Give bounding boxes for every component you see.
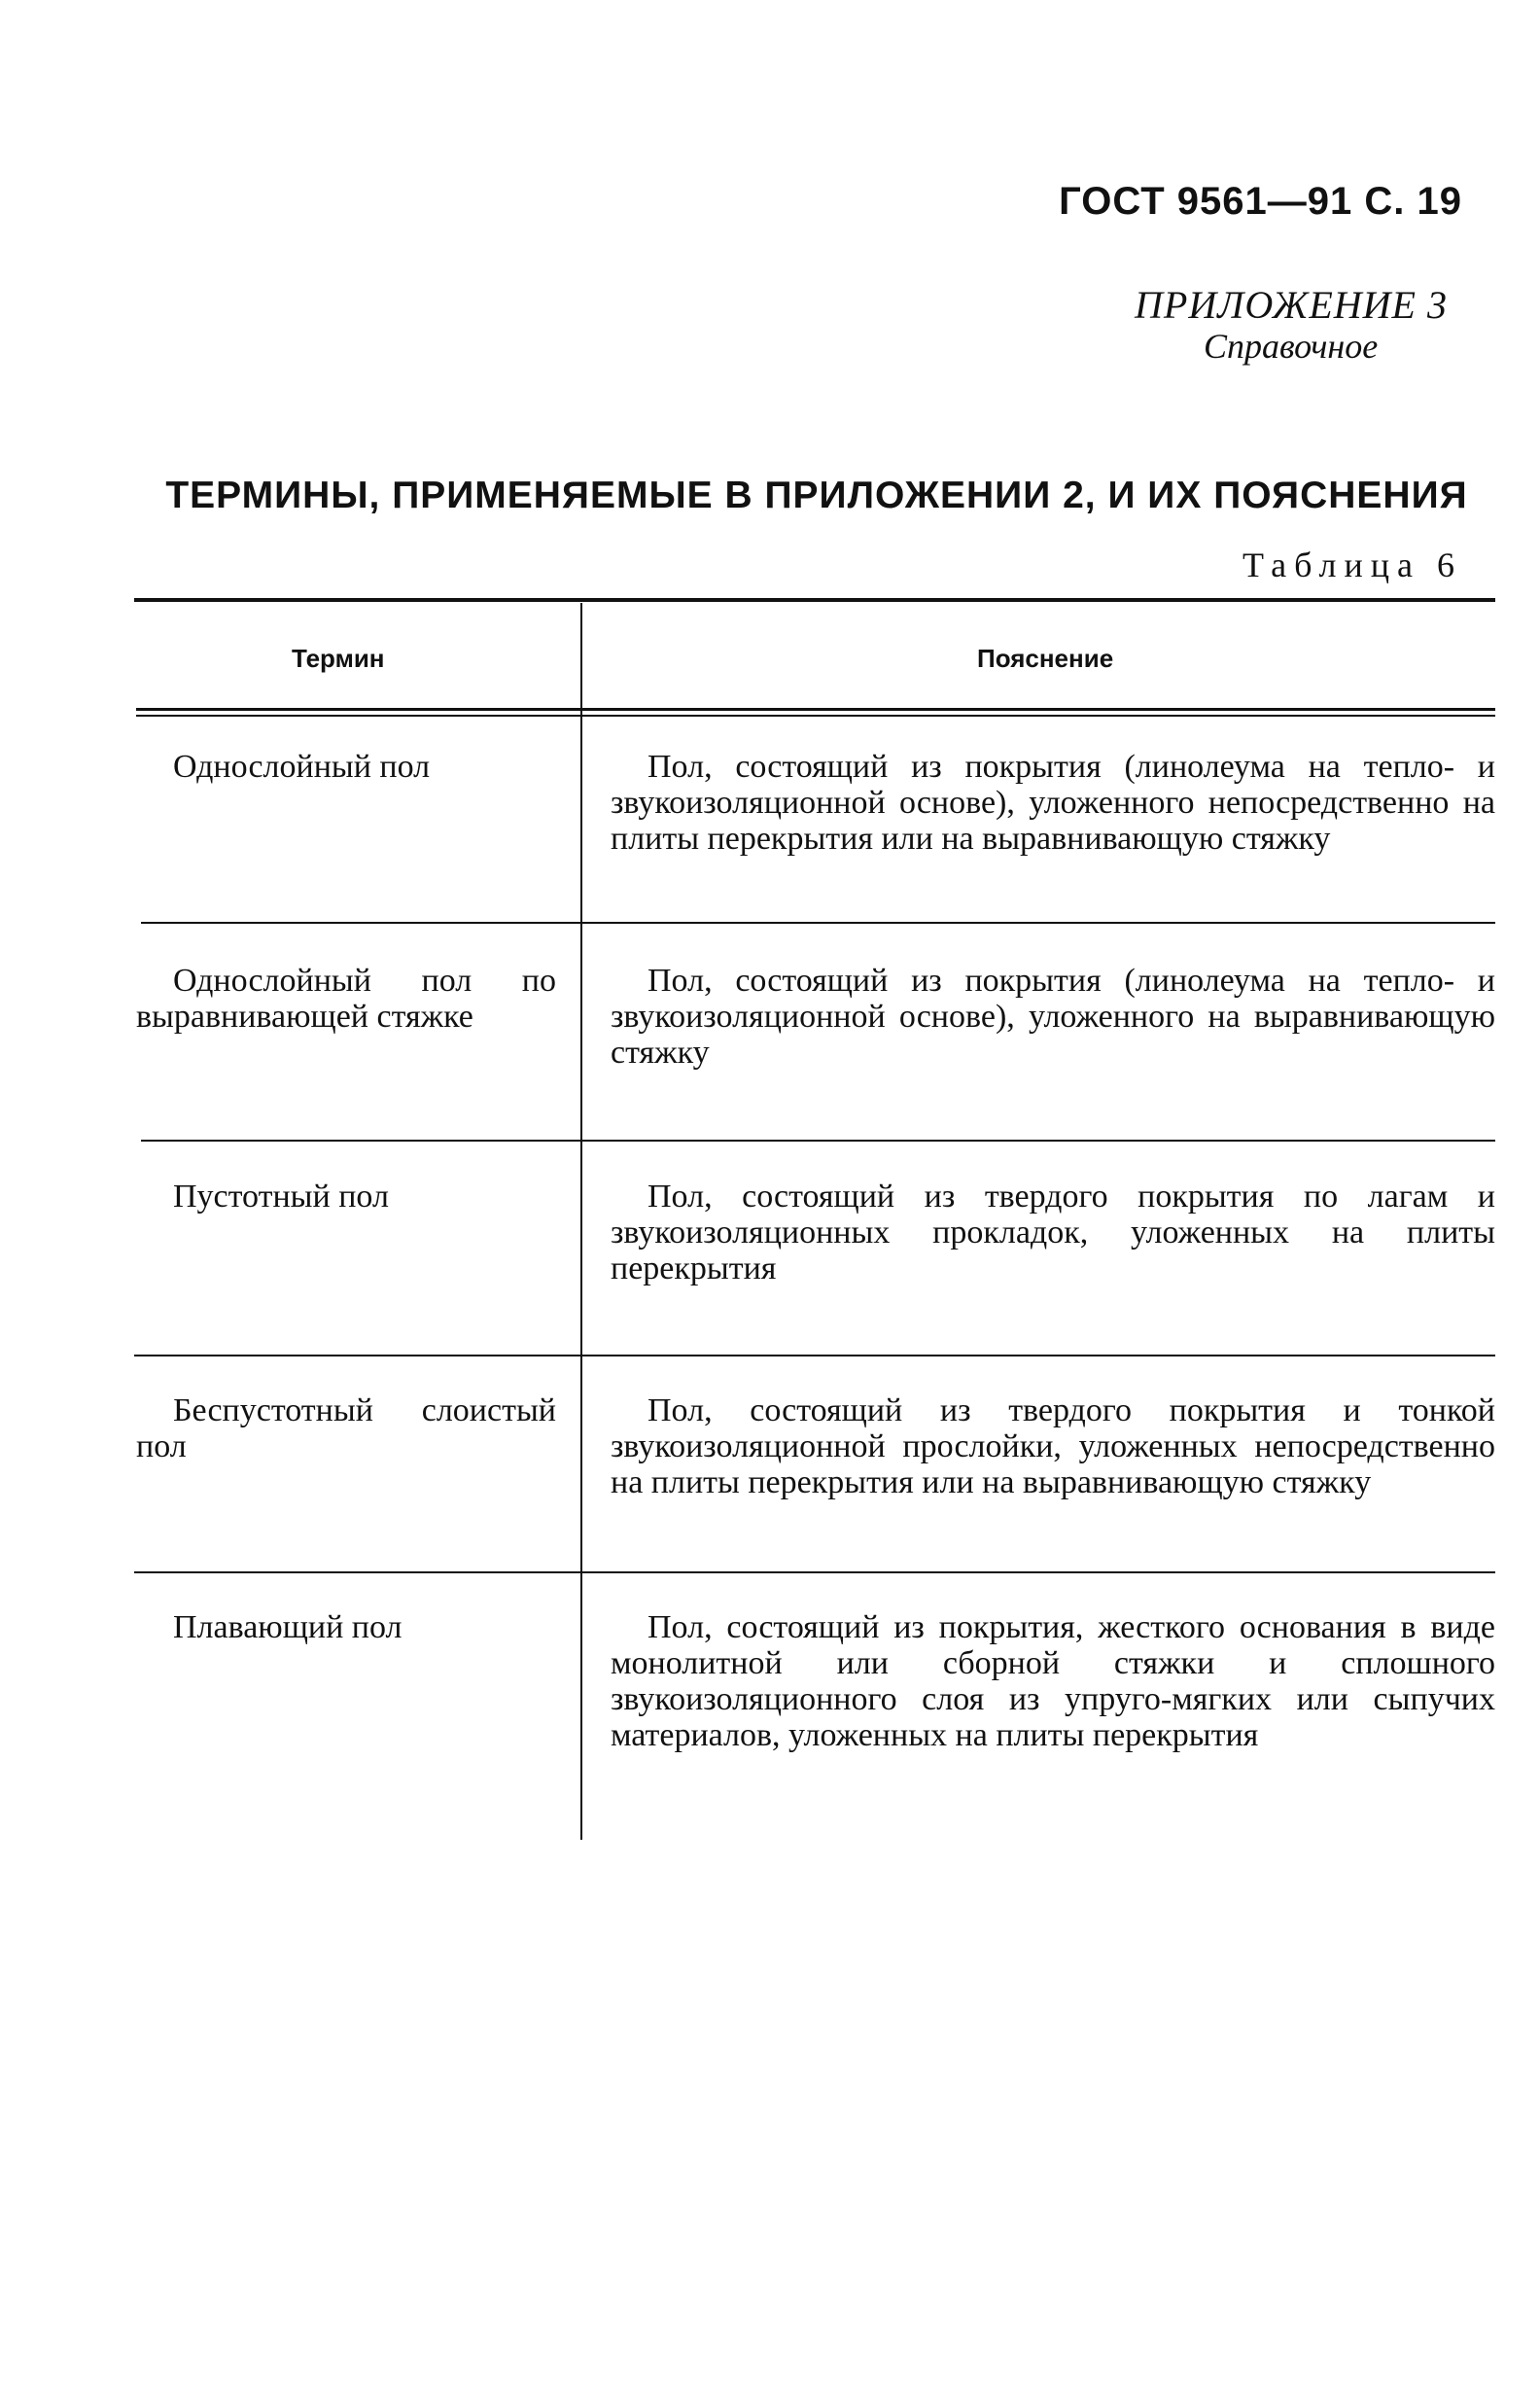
table-label: Таблица 6 [1242,546,1462,584]
row-explanation: Пол, состоящий из твердого покрытия и тонкой звукоизоляционной прослойки, уложенных непосредственно на плиты перекрытия или на выравнивающую стяжку [611,1392,1495,1500]
row-term: Пустотный пол [173,1179,389,1215]
row-explanation: Пол, состоящий из покрытия (линолеума на тепло- и звукоизоляционной основе), уложенного непосредственно на плиты перекрытия или на выравнивающую стяжку [611,749,1495,857]
row-explanation: Пол, состоящий из покрытия, жесткого основания в виде монолитной или сборной стяжки и сплошного звукоизоляционного слоя из упруго-мягких или сыпучих материалов, уложенных на плиты перекрытия [611,1609,1495,1753]
page-header-code: ГОСТ 9561—91 С. 19 [1059,180,1462,223]
row-term: Плавающий пол [173,1609,402,1645]
table-top-border [134,598,1495,602]
row-term: Беспустотный слоистый пол [136,1392,556,1464]
document-title: ТЕРМИНЫ, ПРИМЕНЯЕМЫЕ В ПРИЛОЖЕНИИ 2, И ИХ ПОЯСНЕНИЯ [165,475,1468,516]
row-term: Однослойный пол по выравнивающей стяжке [136,963,556,1035]
table-header-border [136,708,1495,711]
row-divider [134,1355,1495,1356]
row-divider [141,1140,1495,1142]
appendix-subtitle: Справочное [1204,327,1379,366]
row-explanation: Пол, состоящий из твердого покрытия по лагам и звукоизоляционных прокладок, уложенных на плиты перекрытия [611,1179,1495,1286]
table-header-border-2 [136,715,1495,717]
row-divider [141,922,1495,924]
header-term: Термин [292,644,385,673]
row-explanation: Пол, состоящий из покрытия (линолеума на тепло- и звукоизоляционной основе), уложенного на выравнивающую стяжку [611,963,1495,1071]
appendix-title: ПРИЛОЖЕНИЕ 3 [1135,283,1448,327]
row-term: Однослойный пол [173,749,431,785]
row-divider [134,1571,1495,1573]
column-separator [580,603,582,1840]
header-explanation: Пояснение [977,644,1114,673]
